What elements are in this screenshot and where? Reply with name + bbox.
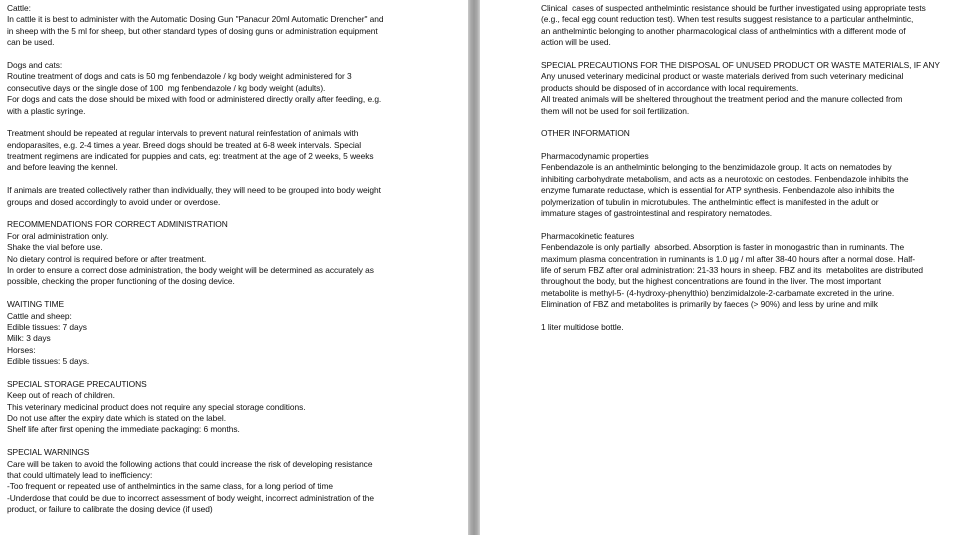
text-line: Cattle and sheep: <box>7 310 72 321</box>
text-line: Routine treatment of dogs and cats is 50 mg fenbendazole / kg body weight administered for 3 <box>7 71 352 82</box>
text-line: treatment regimens are indicated for puppies and cats, eg: treatment at the age of 2 weeks, 5 weeks <box>7 151 374 162</box>
text-line: them will not be used for soil fertilization. <box>541 105 690 116</box>
text-line: Do not use after the expiry date which is stated on the label. <box>7 413 226 424</box>
text-line: Cattle: <box>7 3 31 13</box>
text-line: Care will be taken to avoid the following actions that could increase the risk of developing resistance <box>7 458 373 469</box>
text-line: RECOMMENDATIONS FOR CORRECT ADMINISTRATION <box>7 219 228 230</box>
text-line: Shake the vial before use. <box>7 242 103 253</box>
text-line: maximum plasma concentration in ruminants is 1.0 µg / ml after 38-40 hours after a normal dose. Half- <box>541 253 916 264</box>
text-line: life of serum FBZ after oral administration: 21-33 hours in sheep. FBZ and its metabolites are distributed <box>541 264 923 275</box>
text-line: Any unused veterinary medicinal product or waste materials derived from such veterinary medicinal <box>541 71 904 82</box>
text-line <box>541 311 960 322</box>
text-line: Fenbendazole is only partially absorbed. Absorption is faster in monogastric than in ruminants. The <box>541 242 905 253</box>
text-line: In cattle it is best to administer with the Automatic Dosing Gun "Panacur 20ml Automatic Drencher" and <box>7 14 384 25</box>
text-line: Horses: <box>7 344 36 355</box>
text-line <box>541 117 960 128</box>
text-line: polymerization of tubulin in microtubules. The anthelmintic effect is manifested in the adult or <box>541 196 879 207</box>
text-line: that could ultimately lead to inefficiency: <box>7 470 153 481</box>
text-line <box>7 288 468 299</box>
text-line: Edible tissues: 7 days <box>7 321 87 332</box>
text-line: Fenbendazole is an anthelmintic belonging to the benzimidazole group. It acts on nematodes by <box>541 162 892 173</box>
text-line: For oral administration only. <box>7 230 109 241</box>
text-line: Edible tissues: 5 days. <box>7 356 90 367</box>
text-line: inhibiting carbohydrate metabolism, and acts as a neurotoxic on cestodes. Fenbendazole inhibits the <box>541 173 909 184</box>
text-line: immature stages of gastrointestinal and respiratory nematodes. <box>541 208 773 219</box>
text-line: Milk: 3 days <box>7 333 51 344</box>
text-line: can be used. <box>7 37 55 48</box>
text-line: Treatment should be repeated at regular intervals to prevent natural reinfestation of animals with <box>7 128 359 139</box>
text-line: Clinical cases of suspected anthelmintic resistance should be further investigated using appropriate tests <box>541 3 926 13</box>
text-line: metabolite is methyl-5- (4-hydroxy-phenylthio) benzimidalzole-2-carbamate excreted in the urine. <box>541 287 895 298</box>
text-line: 1 liter multidose bottle. <box>541 321 624 332</box>
text-line: WAITING TIME <box>7 299 65 310</box>
text-line: product, or failure to calibrate the dosing device (if used) <box>7 504 213 515</box>
text-line <box>7 117 468 128</box>
text-line: in sheep with the 5 ml for sheep, but other standard types of dosing guns or administration equipment <box>7 25 378 36</box>
text-line: All treated animals will be sheltered throughout the treatment period and the manure collected from <box>541 94 903 105</box>
text-line: groups and dosed accordingly to avoid under or overdose. <box>7 196 221 207</box>
text-line: products should be disposed of in accordance with local requirements. <box>541 82 799 93</box>
text-line: SPECIAL STORAGE PRECAUTIONS <box>7 378 147 389</box>
text-line: Pharmacokinetic features <box>541 230 635 241</box>
text-line <box>7 174 468 185</box>
text-line: possible, checking the proper functioning of the dosing device. <box>7 276 235 287</box>
text-line: This veterinary medicinal product does not require any special storage conditions. <box>7 401 306 412</box>
text-line <box>7 436 468 447</box>
text-line: enzyme fumarate reductase, which is essential for ATP synthesis. Fenbendazole also inhibits the <box>541 185 895 196</box>
text-line: For dogs and cats the dose should be mixed with food or administered directly orally after feeding, e.g. <box>7 94 382 105</box>
text-line <box>7 49 468 60</box>
text-line: an anthelmintic belonging to another pharmacological class of anthelmintics with a different mode of <box>541 25 906 36</box>
text-line: endoparasites, e.g. 2-4 times a year. Breed dogs should be treated at 6-8 week intervals. Special <box>7 139 362 150</box>
text-line: If animals are treated collectively rather than individually, they will need to be grouped into body weight <box>7 185 381 196</box>
text-line: SPECIAL WARNINGS <box>7 447 90 458</box>
text-line: Shelf life after first opening the immediate packaging: 6 months. <box>7 424 240 435</box>
text-line: Elimination of FBZ and metabolites is primarily by faeces (> 90%) and less by urine and milk <box>541 299 878 310</box>
text-line: (e.g., fecal egg count reduction test). When test results suggest resistance to a particular anthelmintic, <box>541 14 914 25</box>
text-line <box>7 208 468 219</box>
text-line: throughout the body, but the highest concentrations are found in the liver. The most important <box>541 276 881 287</box>
text-line: consecutive days or the single dose of 100 mg fenbendazole / kg body weight (adults). <box>7 82 326 93</box>
text-line: Pharmacodynamic properties <box>541 151 649 162</box>
text-line: -Too frequent or repeated use of anthelmintics in the same class, for a long period of time <box>7 481 333 492</box>
text-line: Keep out of reach of children. <box>7 390 115 401</box>
text-line: No dietary control is required before or after treatment. <box>7 253 207 264</box>
text-line: Dogs and cats: <box>7 59 63 70</box>
text-line: and before leaving the kennel. <box>7 162 118 173</box>
page-left <box>0 0 468 535</box>
text-line: OTHER INFORMATION <box>541 128 630 139</box>
text-line: SPECIAL PRECAUTIONS FOR THE DISPOSAL OF UNUSED PRODUCT OR WASTE MATERIALS, IF ANY <box>541 59 940 70</box>
page-right <box>480 0 960 535</box>
text-line <box>541 49 960 60</box>
text-line <box>541 140 960 151</box>
text-line: -Underdose that could be due to incorrect assessment of body weight, incorrect administration of the <box>7 492 374 503</box>
text-line <box>541 219 960 230</box>
text-line: action will be used. <box>541 37 611 48</box>
text-line <box>7 368 468 379</box>
text-line: In order to ensure a correct dose administration, the body weight will be determined as accurately as <box>7 264 374 275</box>
text-line: with a plastic syringe. <box>7 105 86 116</box>
page-gutter <box>468 0 480 535</box>
